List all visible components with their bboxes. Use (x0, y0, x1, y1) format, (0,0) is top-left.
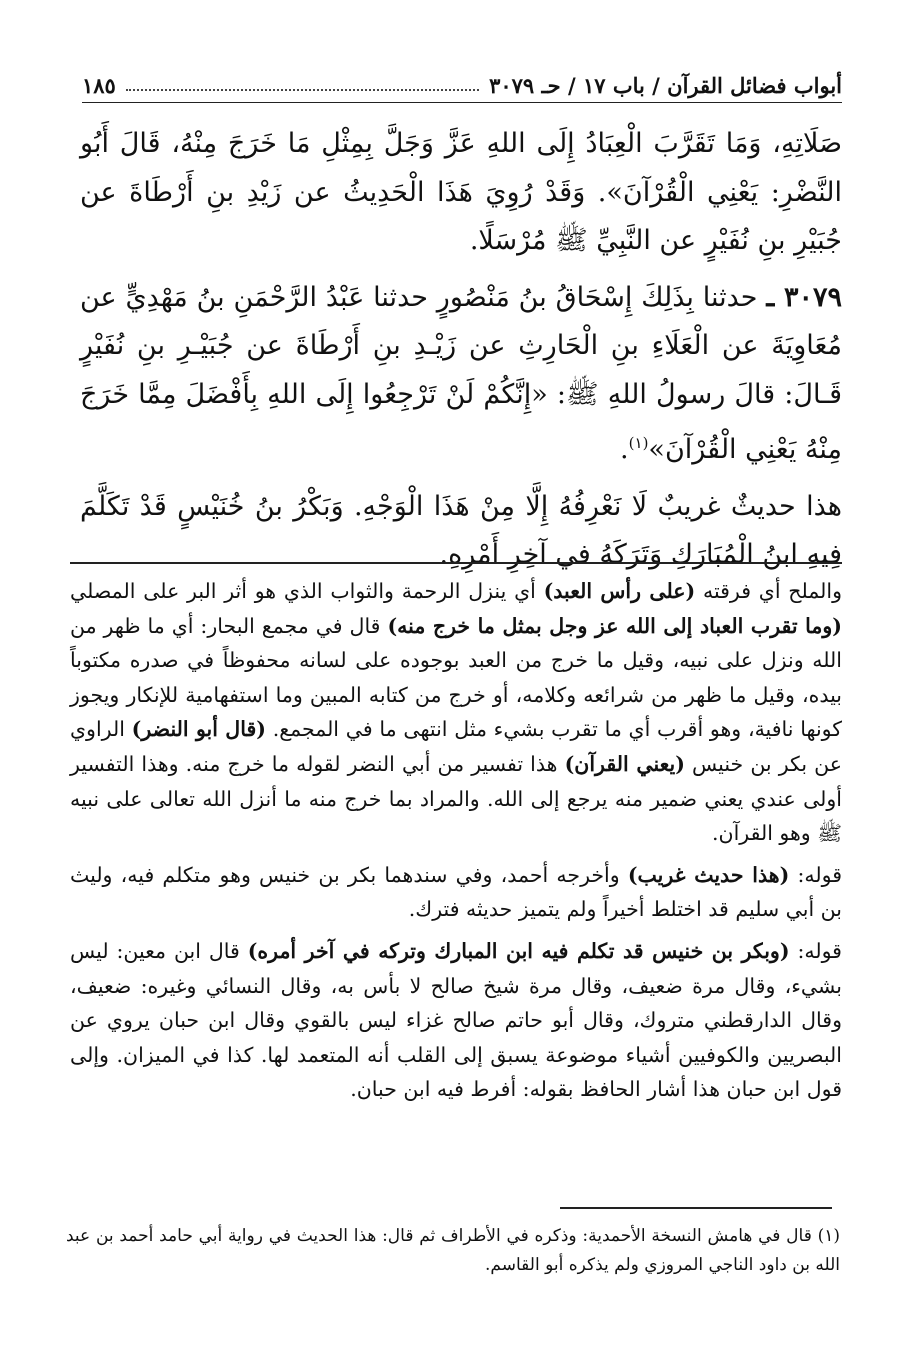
hadith-text (80, 120, 842, 588)
quoted-phrase: (وما تقرب العباد إلى الله عز وجل بمثل ما خرج منه) (387, 613, 842, 638)
quoted-phrase: (قال أبو النضر) (131, 717, 266, 742)
footnote-divider (560, 1207, 832, 1209)
text-run: وأخرجه أحمد، وفي سندهما بكر بن خنيس وهو متكلم فيه، وليث بن أبي سليم قد اختلط أخيراً ولم يتميز حديثه فترك. (70, 862, 842, 922)
commentary-paragraph-1 (70, 574, 842, 851)
quoted-phrase: (وبكر بن خنيس قد تكلم فيه ابن المبارك وتركه في آخر أمره) (247, 938, 790, 963)
leader-dots (126, 79, 479, 91)
page-number: ١٨٥ (82, 72, 116, 98)
running-title: أبواب فضائل القرآن / باب ١٧ / حـ ٣٠٧٩ (489, 72, 842, 98)
text-run: قال في مجمع البحار: أي ما ظهر من الله ونزل على نبيه، وقيل ما خرج من العبد بوجوده على لسانه محفوظاً في صدره مكتوباً بيده، وقيل ما ظهر من شرائعه وكلامه، أو خرج من كتابه المبين وما استفهامية للإنكار ويجوز كونها نافية، وهو أقرب أي ما تقرب بشيء مثل انتهى ما في المجمع. (70, 613, 842, 742)
text-run: والملح أي فرقته (695, 579, 842, 603)
footnote: (١) قال في هامش النسخة الأحمدية: وذكره في الأطراف ثم قال: هذا الحديث في رواية أبي حامد أحمد بن عبد الله بن داود الناجي المروزي ولم يذكره أبو القاسم. (66, 1226, 840, 1275)
text-run: الراوي عن بكر بن خنيس (70, 717, 843, 776)
text-run: أي ينزل الرحمة والثواب الذي هو أثر البر على المصلي (70, 579, 544, 603)
text-run: قال ابن معين: ليس بشيء، وقال مرة ضعيف، وقال مرة شيخ صالح لا بأس به، وقال النسائي وغيره: ضعيف، وقال الدارقطني متروك، وقال أبو حاتم صالح غزاء ليس بالقوي وقال ابن حبان يروي عن البصريين والكوفيين أشياء موضوعة يسبق إلى القلب أنه المتعمد لها. كذا في الميزان. وإلى قول ابن حبان هذا أشار الحافظ بقوله: أفرط فيه ابن حبان. (70, 938, 842, 1102)
quoted-phrase: (على رأس العبد) (543, 579, 696, 603)
sentence-end: . (620, 434, 629, 465)
commentary-paragraph-3 (70, 934, 842, 1107)
hadith-number: ٣٠٧٩ ـ (766, 281, 842, 313)
footnote-marker: (١) (628, 434, 649, 452)
isnad-text: حدثنا بِذَلِكَ إِسْحَاقُ بنُ مَنْصُورٍ حدثنا عَبْدُ الرَّحْمَنِ بنُ مَهْدِيٍّ عن مُعَاوِيَةَ عن الْعَلَاءِ بنِ الْحَارِثِ عن زَيْـدِ بنِ أَرْطَاةَ عن جُبَيْـرِ بنِ نُفَيْرٍ قَـالَ: قالَ رسولُ اللهِ ﷺ: «إِنَّكُمْ لَنْ تَرْجِعُوا إِلَى اللهِ بِأَفْضَلَ مِمَّا خَرَجَ مِنْهُ يَعْنِي الْقُرْآنَ» (80, 281, 842, 465)
paragraph-2 (80, 274, 842, 475)
text-run: قوله: (789, 862, 842, 887)
section-divider (70, 562, 842, 564)
commentary-block (70, 574, 842, 1114)
commentary-paragraph-2 (70, 858, 842, 927)
paragraph-3: هذا حديثٌ غريبٌ لَا نَعْرِفُهُ إِلَّا مِنْ هَذَا الْوَجْهِ. وَبَكْرُ بنُ خُنَيْسٍ قَدْ تَكَلَّمَ فِيهِ ابنُ الْمُبَارَكِ وَتَرَكَهُ في آخِرِ أَمْرِهِ. (80, 490, 842, 570)
text-run: هذا تفسير من أبي النضر لقوله ما خرج منه. وهذا التفسير أولى عندي يعني ضمير منه يرجع إلى الله. والمراد بما خرج منه ما أنزل الله تعالى على نبيه ﷺ وهو القرآن. (70, 751, 842, 846)
paragraph-1: صَلَاتِهِ، وَمَا تَقَرَّبَ الْعِبَادُ إِلَى اللهِ عَزَّ وَجَلَّ بِمِثْلِ مَا خَرَجَ مِنْهُ، قَالَ أَبُو النَّضْرِ: يَعْنِي الْقُرْآنَ». وَقَدْ رُوِيَ هَذَا الْحَدِيثُ عن زَيْدِ بنِ أَرْطَاةَ عن جُبَيْرِ بنِ نُفَيْرٍ عن النَّبِيِّ ﷺ مُرْسَلًا. (80, 128, 842, 256)
text-run: قوله: (789, 938, 842, 963)
quoted-phrase: (يعني القرآن) (564, 751, 685, 776)
quoted-phrase: (هذا حديث غريب) (627, 862, 790, 887)
page-header (82, 68, 842, 103)
